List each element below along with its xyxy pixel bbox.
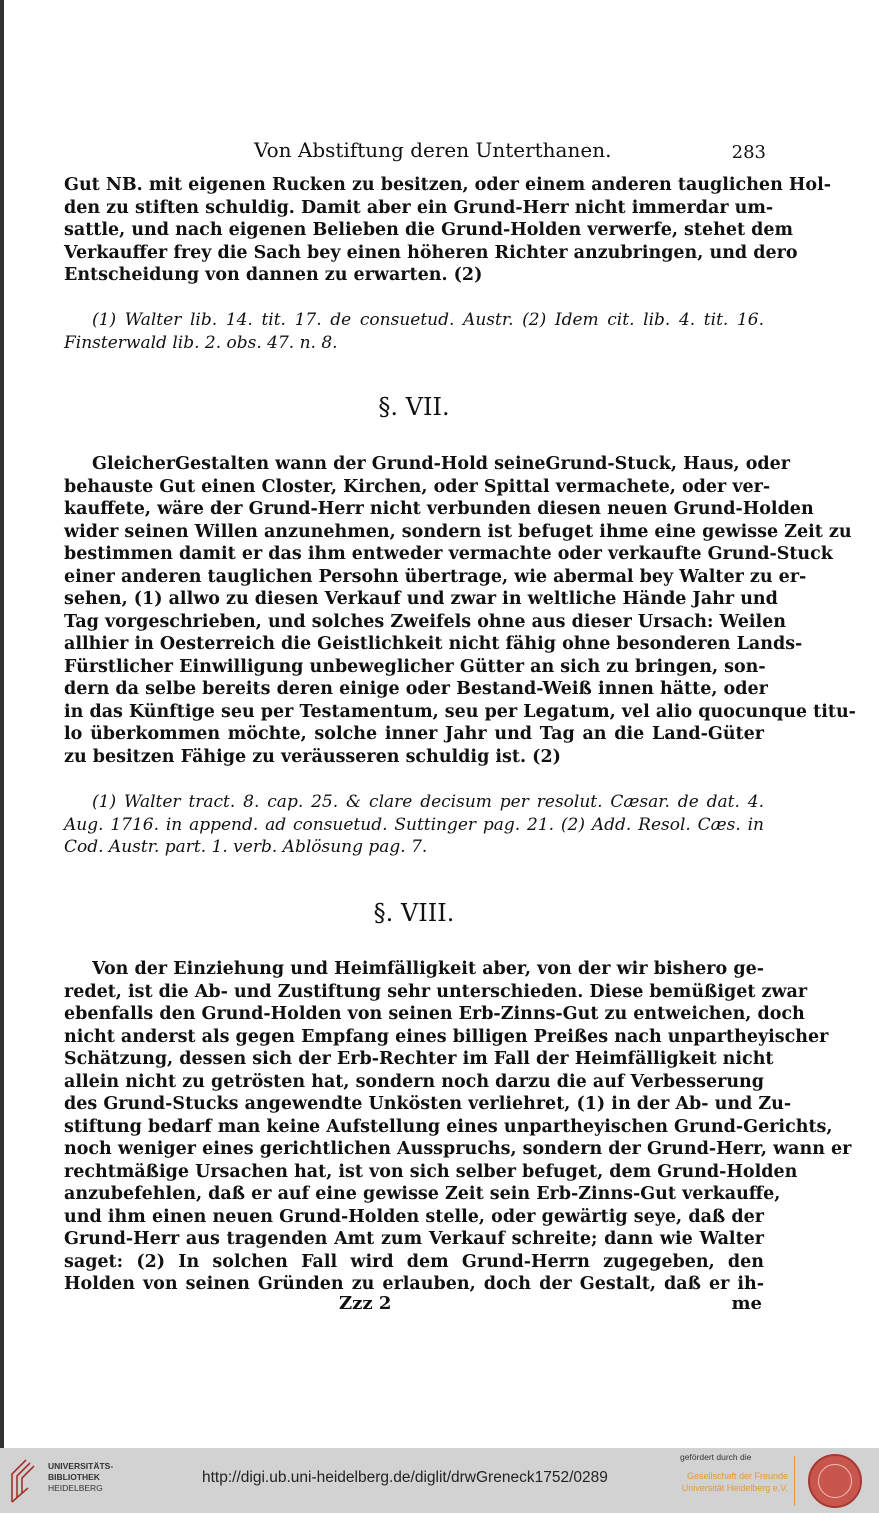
text-line: Tag vorgeschrieben, und solches Zweifels ohne aus dieser Ursach: Weilen: [64, 611, 787, 632]
text-line: nicht anderst als gegen Empfang eines billigen Preißes nach unpartheyischer: [64, 1026, 829, 1047]
text-line: sehen, (1) allwo zu diesen Verkauf und zwar in weltliche Hände Jahr und: [64, 589, 778, 609]
page-number: 283: [731, 142, 766, 163]
text-line: einer anderen tauglichen Persohn übertrage, wie abermal bey Walter zu er-: [64, 566, 807, 587]
paragraph-3: [64, 958, 852, 1296]
text-line: des Grund-Stucks angewendte Unkösten verliehret, (1) in der Ab- und Zu-: [64, 1094, 792, 1114]
text-line: Schätzung, dessen sich der Erb-Rechter im Fall der Heimfälligkeit nicht: [64, 1049, 774, 1069]
footnotes-1: [64, 309, 764, 354]
text-line: in das Künftige seu per Testamentum, seu per Legatum, vel alio quocunque titu-: [64, 701, 856, 722]
text-line: allein nicht zu getrösten hat, sondern noch darzu die auf Verbesserung: [64, 1071, 764, 1092]
text-line: Von der Einziehung und Heimfälligkeit aber, von der wir bishero ge-: [92, 959, 764, 979]
text-line: lo überkommen möchte, solche inner Jahr und Tag an die Land-Güter: [64, 724, 764, 744]
text-line: kauffete, wäre der Grund-Herr nicht verbunden diesen neuen Grund-Holden: [64, 499, 814, 519]
library-name-line: UNIVERSITÄTS-: [48, 1461, 114, 1471]
text-line: Aug. 1716. in append. ad consuetud. Suttinger pag. 21. (2) Add. Resol. Cæs. in: [64, 814, 764, 835]
text-line: ebenfalls den Grund-Holden von seinen Erb-Zinns-Gut zu entweichen, doch: [64, 1004, 805, 1024]
text-line: behauste Gut einen Closter, Kirchen, oder Spittal vermachete, oder ver-: [64, 476, 771, 497]
text-line: Gut NB. mit eigenen Rucken zu besitzen, oder einem anderen tauglichen Hol-: [64, 175, 832, 195]
library-logo-icon: [8, 1458, 42, 1504]
paragraph-2: [64, 453, 856, 768]
footer-bar: [0, 1448, 879, 1513]
text-line: und ihm einen neuen Grund-Holden stelle, oder gewärtig seye, daß der: [64, 1206, 764, 1227]
text-line: zu besitzen Fähige zu veräusseren schuldig ist. (2): [64, 746, 561, 767]
divider: [794, 1456, 795, 1506]
text-line: Finsterwald lib. 2. obs. 47. n. 8.: [64, 332, 338, 353]
text-line: Fürstlicher Einwilligung unbeweglicher Gütter an sich zu bringen, son-: [64, 656, 766, 677]
university-seal-icon: [808, 1454, 862, 1508]
library-name-line: HEIDELBERG: [48, 1483, 103, 1493]
sponsor-name-line: Universität Heidelberg e.V.: [681, 1483, 788, 1493]
page-binding-edge: [0, 0, 4, 1448]
text-line: (1) Walter lib. 14. tit. 17. de consuetud. Austr. (2) Idem cit. lib. 4. tit. 16.: [92, 310, 764, 330]
text-line: saget: (2) In solchen Fall wird dem Grund-Herrn zugegeben, den: [64, 1251, 764, 1272]
text-line: allhier in Oesterreich die Geistlichkeit nicht fähig ohne besonderen Lands-: [64, 634, 803, 654]
text-line: stiftung bedarf man keine Aufstellung eines unpartheyischen Grund-Gerichts,: [64, 1116, 833, 1137]
running-title: Von Abstiftung deren Unterthanen.: [254, 138, 612, 162]
text-line: noch weniger eines gerichtlichen Ausspruchs, sondern der Grund-Herr, wann er: [64, 1139, 852, 1159]
library-name: [48, 1461, 113, 1494]
text-line: Entscheidung von dannen zu erwarten. (2): [64, 265, 483, 285]
funded-by-label: gefördert durch die: [680, 1452, 752, 1462]
sponsor-name-line: Gesellschaft der Freunde: [686, 1471, 788, 1481]
footnotes-2: [64, 791, 764, 859]
section-heading-vii: §. VII.: [378, 393, 450, 421]
text-line: bestimmen damit er das ihm entweder vermachte oder verkaufte Grund-Stuck: [64, 544, 833, 564]
text-line: rechtmäßige Ursachen hat, ist von sich selber befuget, dem Grund-Holden: [64, 1161, 798, 1182]
signature-line: [64, 1293, 764, 1317]
text-line: Verkauffer frey die Sach bey einen höheren Richter anzubringen, und dero: [64, 242, 798, 263]
text-line: redet, ist die Ab- und Zustiftung sehr unterschieden. Diese bemüßiget zwar: [64, 981, 808, 1002]
section-heading-viii: §. VIII.: [373, 899, 455, 927]
text-line: (1) Walter tract. 8. cap. 25. & clare decisum per resolut. Cæsar. de dat. 4.: [92, 792, 764, 812]
text-line: dern da selbe bereits deren einige oder Bestand-Weiß innen hätte, oder: [64, 679, 768, 699]
text-line: Grund-Herr aus tragenden Amt zum Verkauf schreite; dann wie Walter: [64, 1229, 764, 1249]
text-line: den zu stiften schuldig. Damit aber ein Grund-Herr nicht immerdar um-: [64, 197, 774, 218]
permalink-url[interactable]: http://digi.ub.uni-heidelberg.de/diglit/drwGreneck1752/0289: [202, 1469, 608, 1486]
library-name-line: BIBLIOTHEK: [48, 1472, 100, 1482]
catchword: me: [731, 1293, 762, 1314]
text-line: Cod. Austr. part. 1. verb. Ablösung pag. 7.: [64, 837, 428, 857]
running-header: [64, 138, 764, 164]
text-line: anzubefehlen, daß er auf eine gewisse Zeit sein Erb-Zinns-Gut verkauffe,: [64, 1184, 781, 1204]
text-line: GleicherGestalten wann der Grund-Hold seineGrund-Stuck, Haus, oder: [92, 454, 790, 474]
text-line: Holden von seinen Gründen zu erlauben, doch der Gestalt, daß er ih-: [64, 1274, 764, 1294]
paragraph-1: [64, 174, 832, 287]
text-line: wider seinen Willen anzunehmen, sondern ist befuget ihme eine gewisse Zeit zu: [64, 521, 852, 542]
signature-mark: Zzz 2: [339, 1293, 392, 1314]
text-line: sattle, und nach eigenen Belieben die Grund-Holden verwerfe, stehet dem: [64, 220, 794, 240]
sponsor-name: [676, 1470, 788, 1494]
